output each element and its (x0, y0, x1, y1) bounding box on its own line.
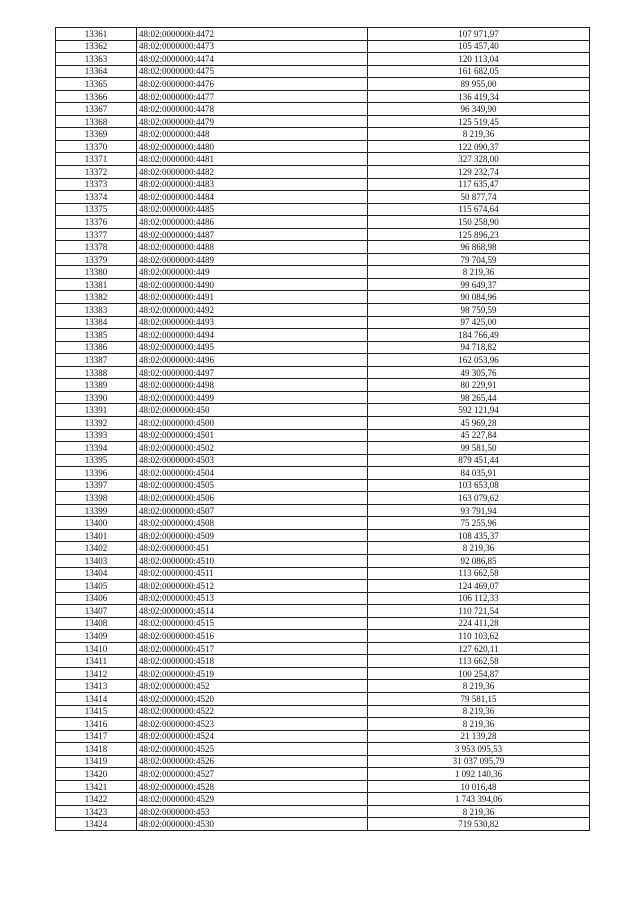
row-number-cell: 13371 (56, 153, 137, 166)
cadastral-value-cell: 107 971,97 (368, 28, 590, 41)
row-number-cell: 13361 (56, 28, 137, 41)
table-row (56, 391, 590, 404)
cadastral-value-cell: 99 581,50 (368, 442, 590, 455)
cadastral-value-cell: 8 219,36 (368, 542, 590, 555)
table-row (56, 329, 590, 342)
table-row (56, 416, 590, 429)
row-number-cell: 13423 (56, 805, 137, 818)
row-number-cell: 13405 (56, 580, 137, 593)
cadastral-value-cell: 163 079,62 (368, 492, 590, 505)
row-number-cell: 13393 (56, 429, 137, 442)
cadastral-number-cell: 48:02:0000000:4507 (137, 504, 368, 517)
cadastral-value-cell: 99 649,37 (368, 278, 590, 291)
cadastral-number-cell: 48:02:0000000:4484 (137, 191, 368, 204)
row-number-cell: 13416 (56, 718, 137, 731)
cadastral-number-cell: 48:02:0000000:4486 (137, 216, 368, 229)
cadastral-value-cell: 184 766,49 (368, 329, 590, 342)
cadastral-number-cell: 48:02:0000000:4530 (137, 818, 368, 831)
cadastral-number-cell: 48:02:0000000:449 (137, 266, 368, 279)
cadastral-value-cell: 105 457,40 (368, 40, 590, 53)
cadastral-value-table (55, 27, 590, 831)
cadastral-number-cell: 48:02:0000000:4527 (137, 768, 368, 781)
cadastral-value-cell: 21 139,28 (368, 730, 590, 743)
cadastral-value-cell: 110 721,54 (368, 605, 590, 618)
cadastral-value-cell: 129 232,74 (368, 166, 590, 179)
cadastral-value-cell: 113 662,58 (368, 567, 590, 580)
row-number-cell: 13376 (56, 216, 137, 229)
table-row (56, 692, 590, 705)
table-row (56, 191, 590, 204)
row-number-cell: 13369 (56, 128, 137, 141)
cadastral-value-cell: 103 653,08 (368, 479, 590, 492)
cadastral-number-cell: 48:02:0000000:4526 (137, 755, 368, 768)
table-row (56, 818, 590, 831)
cadastral-number-cell: 48:02:0000000:4522 (137, 705, 368, 718)
table-row (56, 479, 590, 492)
table-row (56, 743, 590, 756)
row-number-cell: 13409 (56, 630, 137, 643)
cadastral-value-cell: 719 530,82 (368, 818, 590, 831)
table-row (56, 667, 590, 680)
cadastral-number-cell: 48:02:0000000:452 (137, 680, 368, 693)
table-row (56, 730, 590, 743)
cadastral-value-cell: 120 113,04 (368, 53, 590, 66)
row-number-cell: 13398 (56, 492, 137, 505)
table-row (56, 203, 590, 216)
row-number-cell: 13419 (56, 755, 137, 768)
cadastral-value-cell: 1 092 140,36 (368, 768, 590, 781)
cadastral-value-cell: 106 112,33 (368, 592, 590, 605)
row-number-cell: 13404 (56, 567, 137, 580)
row-number-cell: 13391 (56, 404, 137, 417)
table-row (56, 140, 590, 153)
row-number-cell: 13372 (56, 166, 137, 179)
table-row (56, 567, 590, 580)
table-row (56, 78, 590, 91)
row-number-cell: 13396 (56, 467, 137, 480)
row-number-cell: 13368 (56, 115, 137, 128)
cadastral-value-cell: 84 035,91 (368, 467, 590, 480)
row-number-cell: 13418 (56, 743, 137, 756)
row-number-cell: 13384 (56, 316, 137, 329)
row-number-cell: 13387 (56, 354, 137, 367)
cadastral-number-cell: 48:02:0000000:4485 (137, 203, 368, 216)
cadastral-value-cell: 94 718,82 (368, 341, 590, 354)
table-row (56, 128, 590, 141)
row-number-cell: 13399 (56, 504, 137, 517)
cadastral-value-cell: 110 103,62 (368, 630, 590, 643)
cadastral-number-cell: 48:02:0000000:451 (137, 542, 368, 555)
cadastral-number-cell: 48:02:0000000:4509 (137, 529, 368, 542)
table-row (56, 805, 590, 818)
table-row (56, 266, 590, 279)
cadastral-number-cell: 48:02:0000000:4475 (137, 65, 368, 78)
cadastral-value-cell: 92 086,85 (368, 554, 590, 567)
table-row (56, 718, 590, 731)
table-row (56, 517, 590, 530)
cadastral-number-cell: 48:02:0000000:4505 (137, 479, 368, 492)
cadastral-value-cell: 93 791,94 (368, 504, 590, 517)
table-row (56, 103, 590, 116)
cadastral-value-cell: 8 219,36 (368, 805, 590, 818)
cadastral-value-cell: 108 435,37 (368, 529, 590, 542)
cadastral-number-cell: 48:02:0000000:4510 (137, 554, 368, 567)
row-number-cell: 13415 (56, 705, 137, 718)
cadastral-number-cell: 48:02:0000000:4515 (137, 617, 368, 630)
table-row (56, 655, 590, 668)
cadastral-value-cell: 98 265,44 (368, 391, 590, 404)
cadastral-value-cell: 879 451,44 (368, 454, 590, 467)
cadastral-value-cell: 79 581,15 (368, 692, 590, 705)
table-row (56, 404, 590, 417)
row-number-cell: 13383 (56, 304, 137, 317)
cadastral-number-cell: 48:02:0000000:448 (137, 128, 368, 141)
table-row (56, 504, 590, 517)
table-row (56, 316, 590, 329)
row-number-cell: 13400 (56, 517, 137, 530)
cadastral-number-cell: 48:02:0000000:4503 (137, 454, 368, 467)
table-row (56, 166, 590, 179)
cadastral-number-cell: 48:02:0000000:4516 (137, 630, 368, 643)
row-number-cell: 13385 (56, 329, 137, 342)
table-row (56, 354, 590, 367)
cadastral-value-cell: 79 704,59 (368, 253, 590, 266)
table-row (56, 341, 590, 354)
row-number-cell: 13380 (56, 266, 137, 279)
row-number-cell: 13406 (56, 592, 137, 605)
cadastral-number-cell: 48:02:0000000:4528 (137, 780, 368, 793)
cadastral-number-cell: 48:02:0000000:4512 (137, 580, 368, 593)
table-row (56, 642, 590, 655)
table-row (56, 680, 590, 693)
row-number-cell: 13386 (56, 341, 137, 354)
cadastral-number-cell: 48:02:0000000:4474 (137, 53, 368, 66)
row-number-cell: 13407 (56, 605, 137, 618)
table-row (56, 454, 590, 467)
table-row (56, 780, 590, 793)
cadastral-number-cell: 48:02:0000000:4472 (137, 28, 368, 41)
row-number-cell: 13412 (56, 667, 137, 680)
table-row (56, 216, 590, 229)
row-number-cell: 13424 (56, 818, 137, 831)
row-number-cell: 13420 (56, 768, 137, 781)
cadastral-number-cell: 48:02:0000000:4481 (137, 153, 368, 166)
cadastral-number-cell: 48:02:0000000:4519 (137, 667, 368, 680)
cadastral-value-cell: 224 411,28 (368, 617, 590, 630)
table-row (56, 429, 590, 442)
cadastral-number-cell: 48:02:0000000:4529 (137, 793, 368, 806)
table-row (56, 90, 590, 103)
cadastral-number-cell: 48:02:0000000:4502 (137, 442, 368, 455)
row-number-cell: 13362 (56, 40, 137, 53)
cadastral-number-cell: 48:02:0000000:4504 (137, 467, 368, 480)
row-number-cell: 13374 (56, 191, 137, 204)
cadastral-value-cell: 113 662,58 (368, 655, 590, 668)
row-number-cell: 13397 (56, 479, 137, 492)
cadastral-value-cell: 97 425,00 (368, 316, 590, 329)
cadastral-value-cell: 10 016,48 (368, 780, 590, 793)
cadastral-number-cell: 48:02:0000000:4489 (137, 253, 368, 266)
table-row (56, 253, 590, 266)
cadastral-value-cell: 89 955,00 (368, 78, 590, 91)
table-row (56, 304, 590, 317)
cadastral-number-cell: 48:02:0000000:4495 (137, 341, 368, 354)
cadastral-value-cell: 592 121,94 (368, 404, 590, 417)
row-number-cell: 13367 (56, 103, 137, 116)
cadastral-value-cell: 100 254,87 (368, 667, 590, 680)
row-number-cell: 13403 (56, 554, 137, 567)
row-number-cell: 13378 (56, 241, 137, 254)
cadastral-value-cell: 49 305,76 (368, 366, 590, 379)
cadastral-value-cell: 45 969,28 (368, 416, 590, 429)
cadastral-value-cell: 45 227,84 (368, 429, 590, 442)
cadastral-number-cell: 48:02:0000000:4491 (137, 291, 368, 304)
row-number-cell: 13365 (56, 78, 137, 91)
cadastral-number-cell: 48:02:0000000:4513 (137, 592, 368, 605)
table-row (56, 153, 590, 166)
table-body (56, 28, 590, 831)
table-row (56, 554, 590, 567)
table-row (56, 379, 590, 392)
cadastral-value-cell: 1 743 394,06 (368, 793, 590, 806)
table-row (56, 53, 590, 66)
cadastral-value-cell: 161 682,05 (368, 65, 590, 78)
cadastral-value-cell: 96 868,98 (368, 241, 590, 254)
table-row (56, 592, 590, 605)
cadastral-value-cell: 150 258,90 (368, 216, 590, 229)
cadastral-number-cell: 48:02:0000000:4506 (137, 492, 368, 505)
cadastral-value-cell: 125 896,23 (368, 228, 590, 241)
row-number-cell: 13392 (56, 416, 137, 429)
row-number-cell: 13413 (56, 680, 137, 693)
cadastral-number-cell: 48:02:0000000:453 (137, 805, 368, 818)
cadastral-number-cell: 48:02:0000000:4480 (137, 140, 368, 153)
cadastral-value-cell: 90 084,96 (368, 291, 590, 304)
row-number-cell: 13417 (56, 730, 137, 743)
table-row (56, 442, 590, 455)
table-row (56, 630, 590, 643)
cadastral-value-cell: 80 229,91 (368, 379, 590, 392)
row-number-cell: 13421 (56, 780, 137, 793)
table-row (56, 492, 590, 505)
cadastral-number-cell: 48:02:0000000:4496 (137, 354, 368, 367)
cadastral-number-cell: 48:02:0000000:4488 (137, 241, 368, 254)
cadastral-number-cell: 48:02:0000000:4525 (137, 743, 368, 756)
cadastral-value-cell: 8 219,36 (368, 718, 590, 731)
cadastral-number-cell: 48:02:0000000:4476 (137, 78, 368, 91)
cadastral-number-cell: 48:02:0000000:4473 (137, 40, 368, 53)
row-number-cell: 13410 (56, 642, 137, 655)
table-row (56, 793, 590, 806)
row-number-cell: 13394 (56, 442, 137, 455)
cadastral-number-cell: 48:02:0000000:4493 (137, 316, 368, 329)
table-row (56, 542, 590, 555)
cadastral-number-cell: 48:02:0000000:4497 (137, 366, 368, 379)
cadastral-value-cell: 127 620,11 (368, 642, 590, 655)
table-row (56, 40, 590, 53)
cadastral-number-cell: 48:02:0000000:4492 (137, 304, 368, 317)
row-number-cell: 13382 (56, 291, 137, 304)
row-number-cell: 13401 (56, 529, 137, 542)
cadastral-number-cell: 48:02:0000000:4490 (137, 278, 368, 291)
cadastral-number-cell: 48:02:0000000:4494 (137, 329, 368, 342)
row-number-cell: 13389 (56, 379, 137, 392)
cadastral-number-cell: 48:02:0000000:4508 (137, 517, 368, 530)
row-number-cell: 13364 (56, 65, 137, 78)
cadastral-value-cell: 96 349,90 (368, 103, 590, 116)
cadastral-number-cell: 48:02:0000000:4501 (137, 429, 368, 442)
table-row (56, 580, 590, 593)
cadastral-value-cell: 8 219,36 (368, 705, 590, 718)
cadastral-number-cell: 48:02:0000000:4487 (137, 228, 368, 241)
row-number-cell: 13370 (56, 140, 137, 153)
cadastral-value-cell: 8 219,36 (368, 266, 590, 279)
table-row (56, 605, 590, 618)
cadastral-number-cell: 48:02:0000000:4478 (137, 103, 368, 116)
cadastral-value-cell: 124 469,07 (368, 580, 590, 593)
table-row (56, 617, 590, 630)
table-row (56, 115, 590, 128)
table-row (56, 28, 590, 41)
row-number-cell: 13375 (56, 203, 137, 216)
table-row (56, 278, 590, 291)
table-row (56, 178, 590, 191)
cadastral-value-cell: 31 037 095,79 (368, 755, 590, 768)
cadastral-number-cell: 48:02:0000000:4517 (137, 642, 368, 655)
row-number-cell: 13411 (56, 655, 137, 668)
table-row (56, 529, 590, 542)
row-number-cell: 13402 (56, 542, 137, 555)
cadastral-value-cell: 136 419,34 (368, 90, 590, 103)
row-number-cell: 13408 (56, 617, 137, 630)
cadastral-number-cell: 48:02:0000000:4524 (137, 730, 368, 743)
cadastral-value-cell: 115 674,64 (368, 203, 590, 216)
cadastral-number-cell: 48:02:0000000:4483 (137, 178, 368, 191)
cadastral-value-cell: 3 953 095,53 (368, 743, 590, 756)
cadastral-value-cell: 75 255,96 (368, 517, 590, 530)
cadastral-number-cell: 48:02:0000000:450 (137, 404, 368, 417)
table-row (56, 291, 590, 304)
cadastral-number-cell: 48:02:0000000:4500 (137, 416, 368, 429)
table-row (56, 755, 590, 768)
table-row (56, 228, 590, 241)
cadastral-value-cell: 8 219,36 (368, 128, 590, 141)
cadastral-value-cell: 125 519,45 (368, 115, 590, 128)
cadastral-value-cell: 117 635,47 (368, 178, 590, 191)
cadastral-value-cell: 98 759,59 (368, 304, 590, 317)
table-row (56, 241, 590, 254)
cadastral-number-cell: 48:02:0000000:4498 (137, 379, 368, 392)
row-number-cell: 13377 (56, 228, 137, 241)
row-number-cell: 13366 (56, 90, 137, 103)
cadastral-number-cell: 48:02:0000000:4482 (137, 166, 368, 179)
row-number-cell: 13414 (56, 692, 137, 705)
cadastral-number-cell: 48:02:0000000:4523 (137, 718, 368, 731)
row-number-cell: 13381 (56, 278, 137, 291)
cadastral-number-cell: 48:02:0000000:4477 (137, 90, 368, 103)
cadastral-number-cell: 48:02:0000000:4518 (137, 655, 368, 668)
cadastral-number-cell: 48:02:0000000:4479 (137, 115, 368, 128)
cadastral-number-cell: 48:02:0000000:4514 (137, 605, 368, 618)
row-number-cell: 13379 (56, 253, 137, 266)
row-number-cell: 13388 (56, 366, 137, 379)
table-row (56, 768, 590, 781)
table-row (56, 366, 590, 379)
cadastral-value-cell: 50 877,74 (368, 191, 590, 204)
cadastral-value-cell: 8 219,36 (368, 680, 590, 693)
cadastral-number-cell: 48:02:0000000:4511 (137, 567, 368, 580)
row-number-cell: 13363 (56, 53, 137, 66)
cadastral-value-cell: 327 328,00 (368, 153, 590, 166)
table-row (56, 65, 590, 78)
cadastral-number-cell: 48:02:0000000:4499 (137, 391, 368, 404)
cadastral-value-cell: 162 053,96 (368, 354, 590, 367)
row-number-cell: 13390 (56, 391, 137, 404)
row-number-cell: 13422 (56, 793, 137, 806)
table-row (56, 467, 590, 480)
table-row (56, 705, 590, 718)
row-number-cell: 13395 (56, 454, 137, 467)
row-number-cell: 13373 (56, 178, 137, 191)
cadastral-number-cell: 48:02:0000000:4520 (137, 692, 368, 705)
cadastral-value-cell: 122 090,37 (368, 140, 590, 153)
